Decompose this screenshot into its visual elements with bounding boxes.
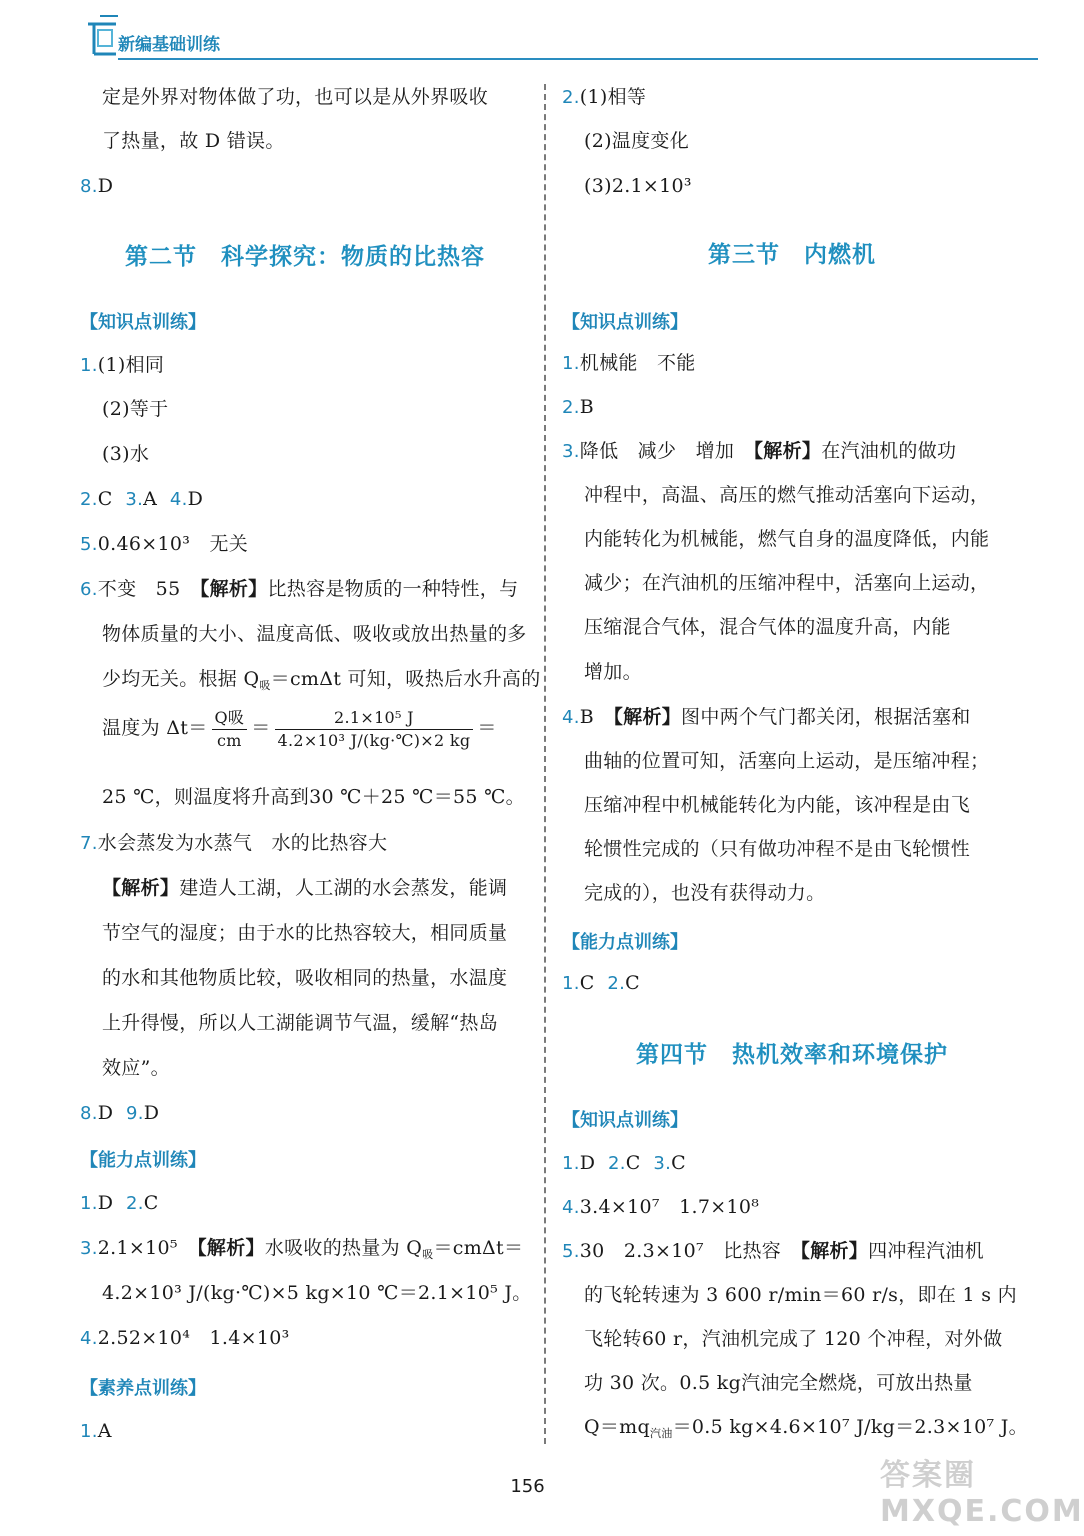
ability-answers-1-2 (80, 1190, 159, 1217)
answer-text: D (97, 1102, 114, 1124)
text-segment: Q＝mq (584, 1416, 650, 1438)
question-number: 3. (653, 1153, 672, 1174)
answer-line: (2)温度变化 (584, 130, 690, 152)
question-number: 5. (80, 534, 98, 555)
analysis-text: 比热容是物质的一种特性，与 (267, 578, 519, 600)
literacy-tag: 【素养点训练】 (80, 1378, 206, 1399)
answer-line: (3)2.1×10³ (584, 175, 692, 197)
analysis-line: 压缩冲程中机械能转化为内能，该冲程是由飞 (584, 794, 971, 816)
answer-text: D (97, 1192, 114, 1214)
analysis-line: 曲轴的位置可知，活塞向上运动，是压缩冲程； (584, 750, 990, 772)
answer-4 (562, 1194, 759, 1221)
analysis-line: 上升得慢，所以人工湖能调节气温，缓解“热岛 (102, 1012, 499, 1034)
answer-text: B (579, 706, 614, 728)
text-line: 定是外界对物体做了功，也可以是从外界吸收 (102, 86, 489, 108)
answer-6 (80, 576, 518, 603)
analysis-line: 减少；在汽油机的压缩冲程中，活塞向上运动， (584, 572, 990, 594)
analysis-line: 效应”。 (102, 1057, 170, 1079)
watermark-text: 答案圈 MXQE.COM (880, 1458, 1084, 1529)
question-number: 1. (80, 355, 98, 376)
answer-text: B (579, 396, 595, 418)
answer-line: (3)水 (102, 443, 150, 465)
answer-3 (562, 438, 956, 465)
answer-text: D (97, 175, 114, 197)
question-number: 2. (126, 1193, 144, 1214)
question-number: 4. (80, 1328, 98, 1349)
ability-answer-4 (80, 1325, 290, 1352)
analysis-text: 图中两个气门都关闭，根据活塞和 (681, 706, 971, 728)
fraction (212, 707, 248, 752)
analysis-line (80, 666, 541, 699)
knowledge-tag: 【知识点训练】 (80, 312, 206, 333)
column-divider (544, 84, 546, 1444)
question-number: 1. (80, 1193, 98, 1214)
ability-tag: 【能力点训练】 (562, 932, 688, 953)
question-number: 8. (80, 176, 98, 197)
answer-5 (80, 531, 248, 558)
analysis-line: 功 30 次。0.5 kg汽油完全燃烧，可放出热量 (584, 1372, 973, 1394)
answer-text: 2.1×10⁵ (97, 1237, 198, 1259)
numerator: Q吸 (212, 707, 248, 730)
analysis-text: 在汽油机的做功 (821, 440, 957, 462)
answer-text: A (143, 488, 158, 510)
analysis-tag: 【解析】 (197, 1237, 265, 1259)
answer-text: C (579, 972, 595, 994)
text-segment: ＝0.5 kg×4.6×10⁷ J/kg＝2.3×10⁷ J。 (672, 1416, 1028, 1438)
answer-text: D (143, 1102, 160, 1124)
page-number: 156 (510, 1476, 545, 1497)
book-logo-icon (86, 10, 120, 58)
formula-line: 温度为 Δt＝ $\frac{\text{Q吸}}{cm}$ ＝ $\frac{\text{2.1×10⁵ J}}{\text{4.2×10³ J/(kg·℃)×2 kg}}$ ＝ (102, 707, 497, 750)
answer-1 (562, 350, 696, 377)
answer-text: 水会蒸发为水蒸气 水的比热容大 (97, 832, 388, 854)
fraction (275, 707, 474, 752)
question-number: 4. (169, 489, 188, 510)
header-rule (118, 58, 1038, 60)
answers-1-3 (562, 1150, 686, 1177)
ability-tag: 【能力点训练】 (80, 1150, 206, 1171)
question-number: 6. (80, 579, 98, 600)
answer-text: 2.52×10⁴ 1.4×10³ (97, 1327, 290, 1349)
answer-text: 3.4×10⁷ 1.7×10⁸ (579, 1196, 760, 1218)
answer-2 (562, 84, 646, 111)
denominator: 4.2×10³ J/(kg·℃)×2 kg (277, 730, 471, 750)
ability-answers-1-2 (562, 970, 640, 997)
analysis-tag: 【解析】 (199, 578, 268, 600)
answer-line: (2)等于 (102, 398, 169, 420)
question-number: 2. (607, 973, 626, 994)
answer-4 (562, 704, 971, 731)
question-number: 3. (80, 1238, 98, 1259)
section-title: 第四节 热机效率和环境保护 (636, 1041, 948, 1068)
analysis-tag: 【解析】 (102, 877, 180, 899)
answer-5 (562, 1238, 984, 1265)
answer-text: C (97, 488, 113, 510)
question-number: 1. (562, 353, 580, 374)
answer-text: (1)相等 (579, 86, 647, 108)
analysis-tag: 【解析】 (800, 1240, 869, 1262)
answer-7 (80, 830, 387, 857)
knowledge-tag: 【知识点训练】 (562, 1110, 688, 1131)
subscript: 汽油 (649, 1427, 673, 1440)
answer-text: 0.46×10³ 无关 (97, 533, 249, 555)
answers-2-4 (80, 486, 203, 513)
subscript: 吸 (259, 679, 271, 692)
question-number: 4. (562, 707, 580, 728)
denominator: cm (216, 730, 242, 750)
text-segment: ＝ (477, 717, 497, 739)
page-header (0, 0, 1055, 70)
analysis-line: 冲程中，高温、高压的燃气推动活塞向下运动， (584, 484, 990, 506)
question-number: 1. (562, 973, 580, 994)
analysis-line (562, 1414, 1028, 1447)
answer-2 (562, 394, 594, 421)
question-number: 3. (125, 489, 144, 510)
answer-text: A (97, 1420, 112, 1442)
analysis-line: 4.2×10³ J/(kg·℃)×5 kg×10 ℃＝2.1×10⁵ J。 (102, 1282, 532, 1304)
analysis-line (80, 875, 507, 901)
question-number: 4. (562, 1197, 580, 1218)
analysis-line: 完成的），也没有获得动力。 (584, 882, 826, 904)
section-title: 第二节 科学探究：物质的比热容 (125, 243, 485, 270)
answer-text: D (579, 1152, 596, 1174)
header-title: 新编基础训练 (118, 35, 220, 55)
literacy-answer-1 (80, 1418, 112, 1445)
analysis-line: 的水和其他物质比较，吸收相同的热量，水温度 (102, 967, 508, 989)
question-number: 2. (562, 397, 580, 418)
analysis-line: 内能转化为机械能，燃气自身的温度降低，内能 (584, 528, 990, 550)
answer-text: (1)相同 (97, 354, 165, 376)
text-segment: 水吸收的热量为 Q (264, 1237, 423, 1259)
analysis-line: 压缩混合气体，混合气体的温度升高，内能 (584, 616, 951, 638)
text-segment: ＝cmΔt＝ (433, 1237, 524, 1259)
answer-text: D (187, 488, 204, 510)
answer-text: 30 2.3×10⁷ 比热容 (579, 1240, 801, 1262)
text-segment: 少均无关。根据 Q (102, 668, 260, 690)
question-number: 3. (562, 441, 580, 462)
answer-text: C (625, 1152, 641, 1174)
question-number: 2. (562, 87, 580, 108)
analysis-line: 节空气的湿度；由于水的比热容较大，相同质量 (102, 922, 508, 944)
question-number: 1. (80, 1421, 98, 1442)
question-number: 9. (126, 1103, 144, 1124)
analysis-line: 物体质量的大小、温度高低、吸收或放出热量的多 (102, 623, 527, 645)
analysis-tag: 【解析】 (753, 440, 822, 462)
analysis-tag: 【解析】 (613, 706, 682, 728)
analysis-line: 25 ℃，则温度将升高到30 ℃＋25 ℃＝55 ℃。 (102, 786, 525, 808)
answer-text: C (143, 1192, 159, 1214)
answers-8-9 (80, 1100, 159, 1127)
analysis-text: 四冲程汽油机 (868, 1240, 984, 1262)
answer-8 (80, 173, 113, 200)
watermark (880, 1450, 1084, 1530)
analysis-text: 建造人工湖，人工湖的水会蒸发，能调 (179, 877, 508, 899)
numerator: 2.1×10⁵ J (275, 707, 474, 730)
answer-text: C (625, 972, 640, 994)
answer-1 (80, 352, 164, 379)
question-number: 5. (562, 1241, 580, 1262)
question-number: 2. (608, 1153, 626, 1174)
answer-text: 机械能 不能 (579, 352, 696, 374)
answer-text: 降低 减少 增加 (579, 440, 754, 462)
subscript: 吸 (422, 1248, 434, 1261)
knowledge-tag: 【知识点训练】 (562, 312, 688, 333)
text-segment: ＝cmΔt 可知，吸热后水升高的 (270, 668, 541, 690)
analysis-line: 的飞轮转速为 3 600 r/min＝60 r/s，即在 1 s 内 (584, 1284, 1017, 1306)
text-line: 了热量，故 D 错误。 (102, 130, 285, 152)
question-number: 1. (562, 1153, 580, 1174)
question-number: 2. (80, 489, 98, 510)
section-title: 第三节 内燃机 (708, 241, 876, 268)
analysis-line: 轮惯性完成的（只有做功冲程不是由飞轮惯性 (584, 838, 971, 860)
answer-text: 不变 55 (97, 578, 200, 600)
ability-answer-3 (80, 1235, 523, 1268)
question-number: 8. (80, 1103, 98, 1124)
question-number: 7. (80, 833, 98, 854)
analysis-line: 增加。 (584, 661, 642, 683)
answer-text: C (671, 1152, 686, 1174)
analysis-line: 飞轮转60 r，汽油机完成了 120 个冲程，对外做 (584, 1328, 1003, 1350)
text-segment: 温度为 Δt＝ (102, 717, 208, 739)
